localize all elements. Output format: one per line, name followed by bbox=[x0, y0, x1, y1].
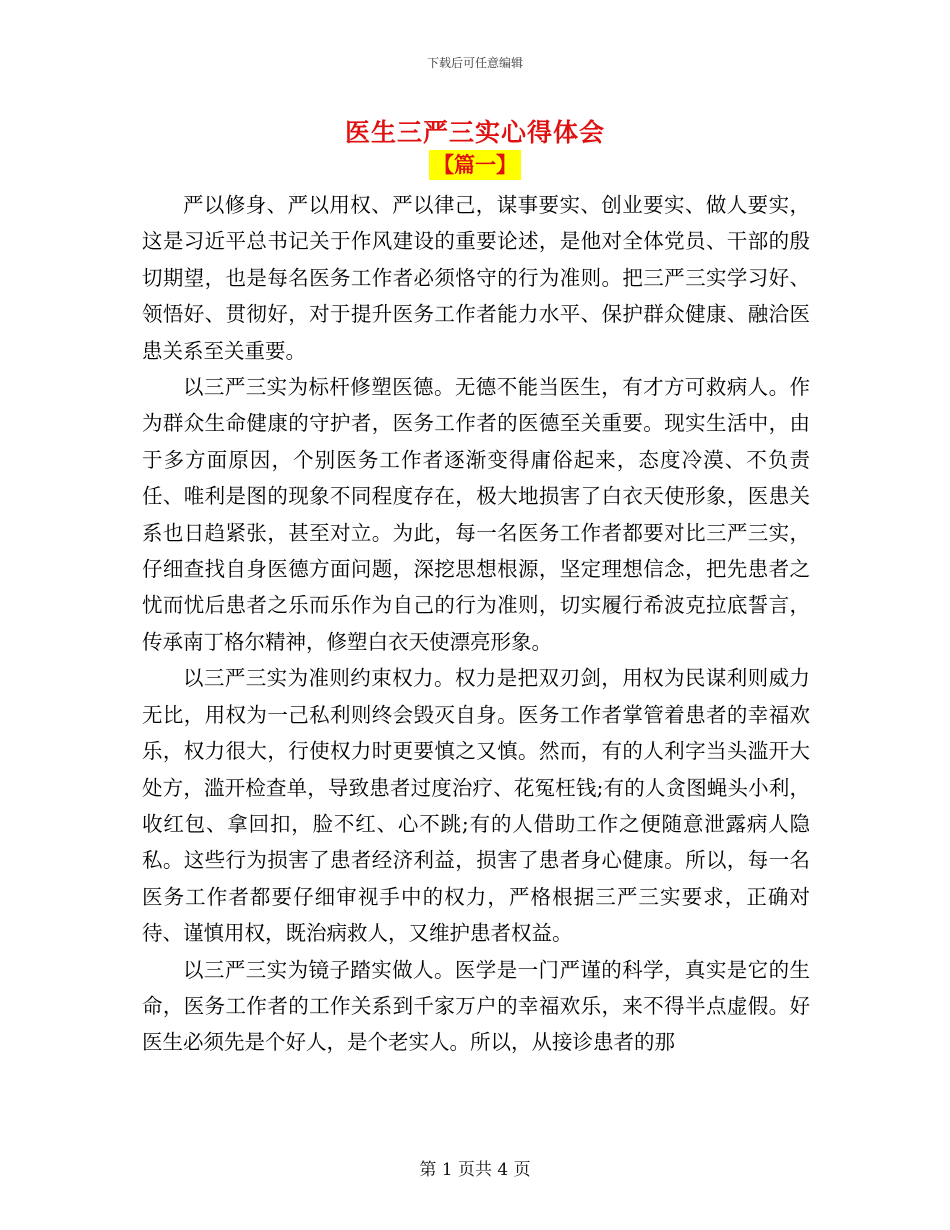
paragraph: 以三严三实为镜子踏实做人。医学是一门严谨的科学，真实是它的生命，医务工作者的工作关系到千家万户的幸福欢乐，来不得半点虚假。好医生必须先是个好人，是个老实人。所以，从接诊患者的那 bbox=[142, 957, 810, 1055]
section-label: 【篇一】 bbox=[429, 150, 521, 180]
section-label-container bbox=[0, 150, 950, 180]
paragraph: 严以修身、严以用权、严以律己，谋事要实、创业要实、做人要实，这是习近平总书记关于作风建设的重要论述，是他对全体党员、干部的殷切期望，也是每名医务工作者必须恪守的行为准则。把三严三实学习好、领悟好、贯彻好，对于提升医务工作者能力水平、保护群众健康、融洽医患关系至关重要。 bbox=[142, 193, 810, 363]
document-title: 医生三严三实心得体会 bbox=[344, 118, 605, 147]
paragraph: 以三严三实为准则约束权力。权力是把双刃剑，用权为民谋利则威力无比，用权为一己私利则终会毁灭自身。医务工作者掌管着患者的幸福欢乐，权力很大，行使权力时更要慎之又慎。然而，有的人利字当头滥开大处方，滥开检查单，导致患者过度治疗、花冤枉钱;有的人贪图蝇头小利，收红包、拿回扣，脸不红、心不跳;有的人借助工作之便随意泄露病人隐私。这些行为损害了患者经济利益，损害了患者身心健康。所以，每一名医务工作者都要仔细审视手中的权力，严格根据三严三实要求，正确对待、谨慎用权，既治病救人，又维护患者权益。 bbox=[142, 666, 810, 946]
page-footer-number: 第 1 页共 4 页 bbox=[419, 1160, 531, 1180]
page-header-note: 下载后可任意编辑 bbox=[426, 56, 523, 70]
document-body bbox=[142, 187, 810, 1061]
paragraph: 以三严三实为标杆修塑医德。无德不能当医生，有才方可救病人。作为群众生命健康的守护者，医务工作者的医德至关重要。现实生活中，由于多方面原因，个别医务工作者逐渐变得庸俗起来，态度冷漠、不负责任、唯利是图的现象不同程度存在，极大地损害了白衣天使形象，医患关系也日趋紧张，甚至对立。为此，每一名医务工作者都要对比三严三实，仔细查找自身医德方面问题，深挖思想根源，坚定理想信念，把先患者之忧而忧后患者之乐而乐作为自己的行为准则，切实履行希波克拉底誓言，传承南丁格尔精神，修塑白衣天使漂亮形象。 bbox=[142, 375, 810, 654]
